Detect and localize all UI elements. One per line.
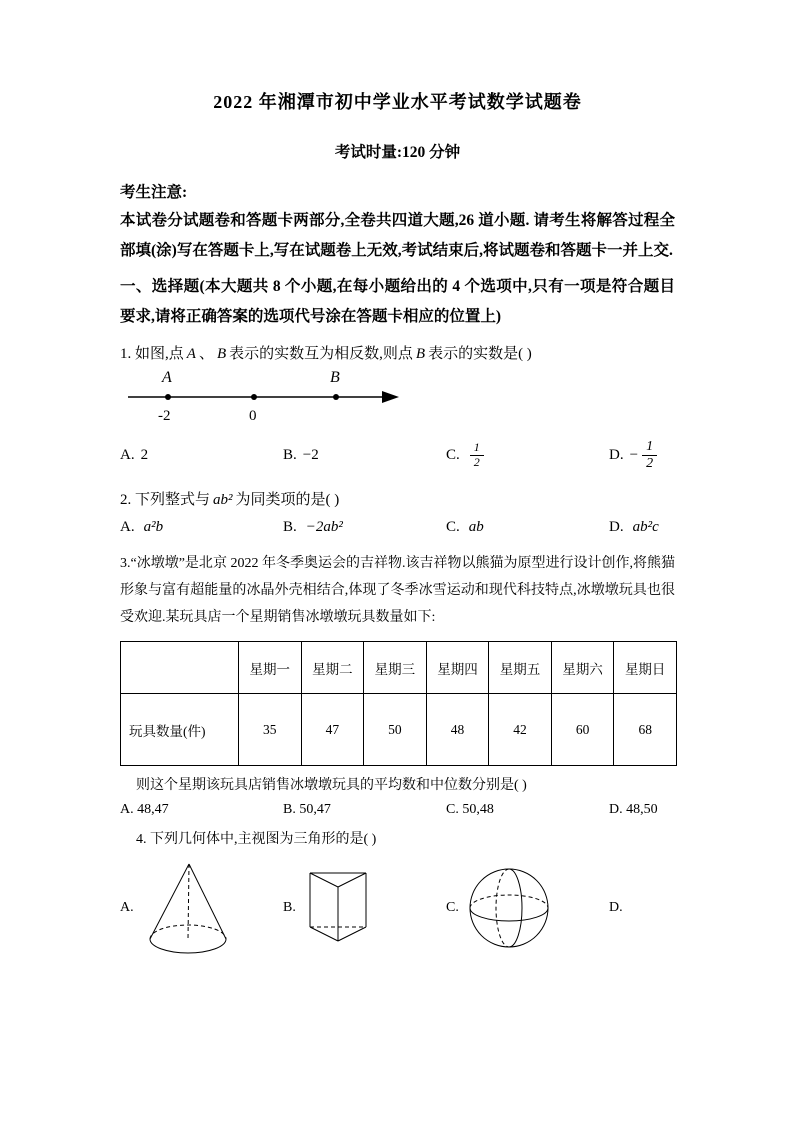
- sphere-equator-front: [470, 908, 548, 921]
- cone-figure: [142, 859, 230, 957]
- q1-stem: [120, 342, 675, 363]
- q3-value-friday: 42: [489, 694, 552, 766]
- point-b-dot: [333, 394, 339, 400]
- section1-heading: 一、选择题(本大题共 8 个小题,在每小题给出的 4 个选项中,只有一项是符合题目要求,请将正确答案的选项代号涂在答题卡相应的位置上): [120, 278, 675, 325]
- q2-option-d-value: ab²c: [632, 519, 659, 536]
- q3-th-friday: 星期五: [489, 642, 552, 694]
- q1-option-d-fraction: [642, 439, 657, 472]
- q4-option-a-label: A.: [120, 900, 134, 916]
- q1-option-a-label: A.: [120, 447, 135, 464]
- axis-arrowhead-icon: [382, 391, 399, 403]
- q1-option-c-fraction: [470, 441, 484, 470]
- q1-option-c-denominator: 2: [470, 455, 484, 470]
- q3-th-saturday: 星期六: [551, 642, 614, 694]
- sphere-equator-back: [470, 895, 548, 908]
- cone-base-front-arc: [150, 939, 226, 953]
- q2-option-a: [120, 519, 283, 536]
- q1-option-d-numerator: 1: [646, 439, 654, 454]
- sphere-figure: [467, 866, 551, 950]
- q3-sales-table: [120, 641, 677, 766]
- q4-figures: [120, 859, 675, 957]
- q3-th-wednesday: 星期三: [364, 642, 427, 694]
- q2-stem: [120, 488, 675, 509]
- q3-th-blank: [121, 642, 239, 694]
- cone-axis-dashed: [188, 864, 189, 939]
- q3-option-a: A. 48,47: [120, 802, 169, 818]
- q4-option-c-cell: [446, 866, 609, 950]
- q4-option-a-cell: [120, 859, 283, 957]
- q1-var-a: A: [186, 346, 196, 362]
- q3-th-thursday: 星期四: [426, 642, 489, 694]
- q3-value-saturday: 60: [551, 694, 614, 766]
- q3-value-monday: 35: [239, 694, 302, 766]
- q3-option-d: D. 48,50: [609, 802, 658, 818]
- q1-option-d: [609, 439, 675, 472]
- q4-option-d-cell: [609, 900, 675, 916]
- q4-option-b-label: B.: [283, 900, 296, 916]
- q1-number-line-figure: [126, 365, 675, 425]
- q2-term: ab²: [213, 492, 233, 509]
- q1-option-b-label: B.: [283, 447, 297, 464]
- triangular-prism-figure: [304, 863, 372, 953]
- q1-option-b: [283, 447, 446, 464]
- q3-value-tuesday: 47: [301, 694, 364, 766]
- q1-option-d-denominator: 2: [642, 455, 657, 472]
- q3-th-sunday: 星期日: [614, 642, 677, 694]
- q1-option-d-label: D.: [609, 447, 624, 464]
- tick-neg2-label: -2: [158, 408, 171, 424]
- q1-option-b-value: −2: [302, 447, 319, 464]
- q3-th-monday: 星期一: [239, 642, 302, 694]
- q2-option-c: [446, 519, 609, 536]
- q4-stem: 4. 下列几何体中,主视图为三角形的是( ): [136, 832, 377, 848]
- q4-option-c-label: C.: [446, 900, 459, 916]
- q2-option-b-label: B.: [283, 519, 297, 536]
- q1-var-b: B: [216, 346, 227, 362]
- q2-option-c-value: ab: [468, 519, 484, 536]
- page-title: 2022 年湘潭市初中学业水平考试数学试题卷: [213, 92, 582, 112]
- q1-option-c-numerator: 1: [473, 440, 480, 455]
- q3-value-wednesday: 50: [364, 694, 427, 766]
- q2-option-b-value: −2ab²: [305, 519, 343, 536]
- q1-option-d-sign: −: [629, 447, 639, 464]
- exam-duration: 考试时量:120 分钟: [334, 144, 461, 161]
- sphere-meridian-back: [496, 869, 509, 947]
- q2-option-c-label: C.: [446, 519, 460, 536]
- q2-option-d-label: D.: [609, 519, 624, 536]
- q3-option-b: B. 50,47: [283, 802, 331, 818]
- q3-table-header-row: [121, 642, 677, 694]
- q3-table-data-row: [121, 694, 677, 766]
- q2-option-d: [609, 519, 675, 536]
- q2-option-a-label: A.: [120, 519, 135, 536]
- q1-stem-text-3: 表示的实数是( ): [428, 346, 532, 362]
- q3-options: [120, 802, 675, 818]
- q4-option-d-label: D.: [609, 900, 623, 916]
- q3-value-thursday: 48: [426, 694, 489, 766]
- q2-options: [120, 519, 675, 536]
- notice-heading: 考生注意:: [120, 184, 188, 201]
- point-a-dot: [165, 394, 171, 400]
- point-a-label: A: [162, 369, 172, 386]
- q3-stem: 3.“冰墩墩”是北京 2022 年冬季奥运会的吉祥物.该吉祥物以熊猫为原型进行设计创作,将熊猫形象与富有超能量的冰晶外壳相结合,体现了冬季冰雪运动和现代科技特点,冰墩墩玩具也很受欢迎.某玩具店一个星期销售冰墩墩玩具数量如下:: [120, 556, 675, 626]
- q1-stem-text-0: 1. 如图,点: [120, 346, 184, 362]
- q4-option-b-cell: [283, 863, 446, 953]
- q3-row-label: 玩具数量(件): [121, 694, 239, 766]
- q1-option-a-value: 2: [140, 447, 149, 464]
- q2-option-b: [283, 519, 446, 536]
- q1-option-c-label: C.: [446, 447, 460, 464]
- q2-stem-text-1: 为同类项的是( ): [235, 492, 340, 509]
- q1-var-b2: B: [415, 346, 426, 362]
- point-b-label: B: [330, 369, 340, 386]
- sphere-meridian-front: [509, 869, 522, 947]
- q2-option-a-value: a²b: [143, 519, 164, 536]
- number-line-svg: [126, 365, 406, 425]
- q3-value-sunday: 68: [614, 694, 677, 766]
- notice-body: 本试卷分试题卷和答题卡两部分,全卷共四道大题,26 道小题. 请考生将解答过程全部填(涂)写在答题卡上,写在试题卷上无效,考试结束后,将试题卷和答题卡一并上交.: [120, 212, 675, 259]
- q3-th-tuesday: 星期二: [301, 642, 364, 694]
- tick-zero-label: 0: [249, 408, 257, 424]
- q3-option-c: C. 50,48: [446, 802, 494, 818]
- q1-stem-text-2: 表示的实数互为相反数,则点: [229, 346, 413, 362]
- q1-option-a: [120, 447, 283, 464]
- point-zero-dot: [251, 394, 257, 400]
- q3-question-line: 则这个星期该玩具店销售冰墩墩玩具的平均数和中位数分别是( ): [136, 778, 527, 794]
- q1-options: [120, 439, 675, 472]
- q1-option-c: [446, 441, 609, 470]
- q1-stem-text-1: 、: [198, 346, 214, 362]
- q2-stem-text-0: 2. 下列整式与: [120, 492, 211, 509]
